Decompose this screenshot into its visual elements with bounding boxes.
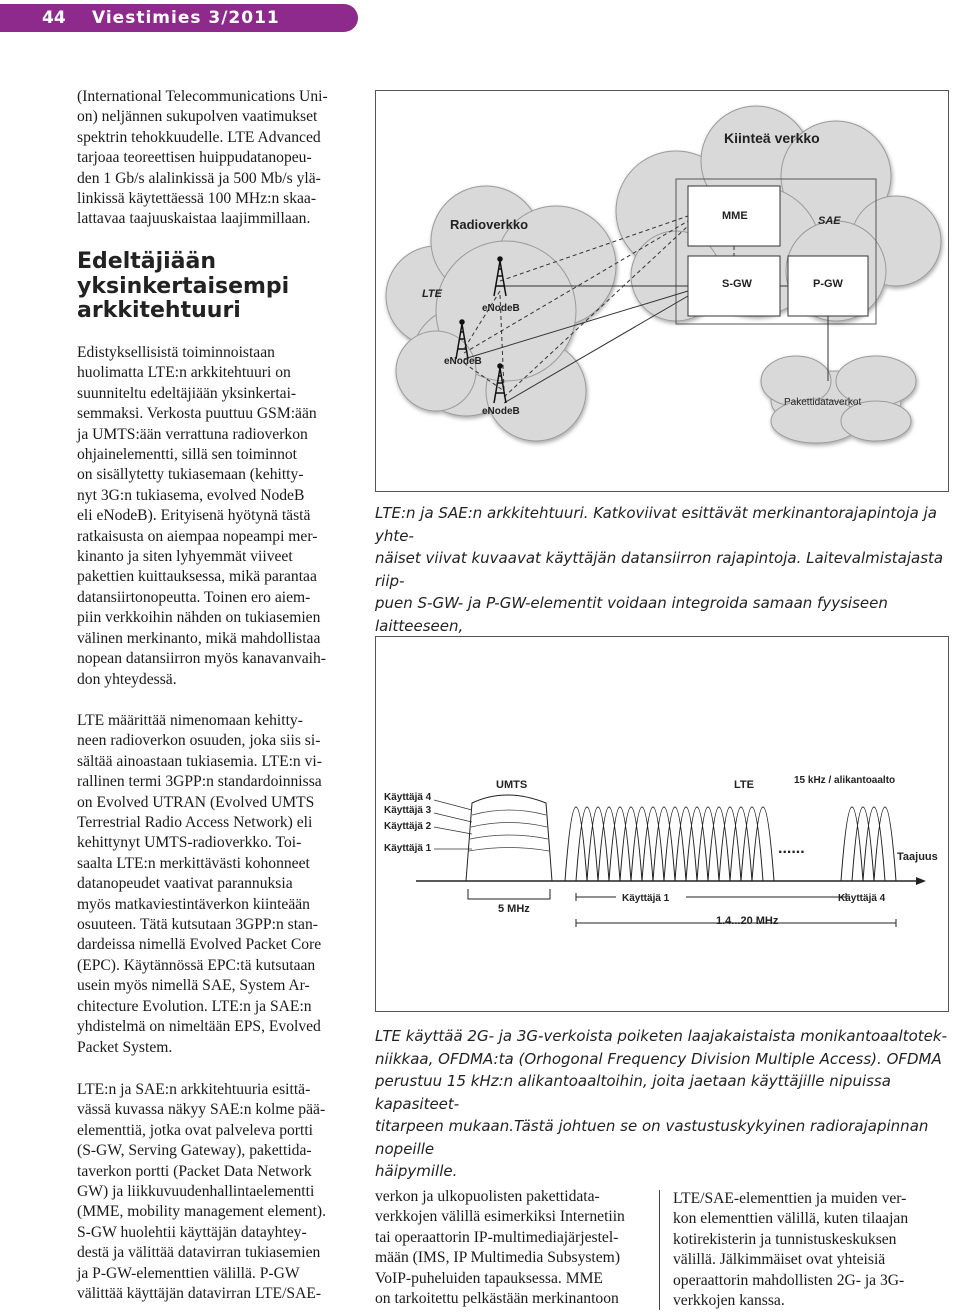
ofdma-diagram xyxy=(376,637,948,1011)
subcarrier xyxy=(863,807,885,881)
more-subcarriers-dots: ...... xyxy=(778,840,805,857)
user-4-bracket-label: Käyttäjä 4 xyxy=(838,893,886,904)
enodeb-label-3: eNodeB xyxy=(482,406,520,417)
architecture-figure xyxy=(375,90,949,492)
publication-title: Viestimies 3/2011 xyxy=(92,8,280,28)
subcarrier-label: 15 kHz / alikantoaalto xyxy=(794,775,896,786)
enodeb-label-1: eNodeB xyxy=(482,303,520,314)
page-number: 44 xyxy=(42,8,66,28)
subcarrier xyxy=(598,807,620,881)
umts-carrier xyxy=(466,795,552,881)
user-3-label: Käyttäjä 3 xyxy=(384,805,432,816)
user-1-bracket-label: Käyttäjä 1 xyxy=(622,893,670,904)
subcarrier xyxy=(620,807,642,881)
umts-label: UMTS xyxy=(496,779,528,791)
user-arrows xyxy=(434,800,472,849)
packet-networks-label: Pakettidataverkot xyxy=(784,397,862,408)
subcarrier xyxy=(874,807,896,881)
user-4-label: Käyttäjä 4 xyxy=(384,792,432,803)
user-2-label: Käyttäjä 2 xyxy=(384,821,432,832)
lte-label: LTE xyxy=(734,779,754,791)
user-1-label: Käyttäjä 1 xyxy=(384,843,432,854)
article-paragraph-3: LTE määrittää nimenomaan kehitty- neen radioverkon osuuden, joka siis si- sältää ainoastaan tukiasemia. LTE:n vi- rallinen termi 3GPP:n standardoinnissa on Evolved UTRAN (Evolved UMTS Terrestrial Radio Access Network) eli kehittynyt UMTS-radioverkko. Toi- saalta LTE:n merkittävästi kohonneet datanopeudet vaativat parannuksia myös matkaviestintäverkon kiinteään osuuteen. Tätä kutsutaan 3GPP:n stan- dardeissa nimellä Evolved Packet Core (EPC). Käytännössä EPC:tä kutsutaan usein myös nimellä SAE, System Ar- chitecture Evolution. LTE:n ja SAE:n yhdistelmä on nimeltään EPS, Evolved Packet System. xyxy=(77,712,322,1056)
umts-layers xyxy=(469,810,549,851)
lte-subcarriers xyxy=(565,807,896,881)
radio-network-label: Radioverkko xyxy=(450,217,529,232)
sgw-label: S-GW xyxy=(722,278,752,290)
subcarrier xyxy=(587,807,609,881)
subcarrier xyxy=(752,807,774,881)
ofdma-figure xyxy=(375,636,949,1012)
architecture-caption: LTE:n ja SAE:n arkkitehtuuri. Katkoviivat esittävät merkinantorajapintoja ja yhte- näiset viivat kuvaavat käyttäjän datansiirron rajapintoja. Laitevalmistajasta riip- puen S-GW- ja P-GW-elementit voidaan integroida samaan fyysiseen laitteeseen, xyxy=(375,504,944,635)
sae-label: SAE xyxy=(818,215,841,227)
subcarrier xyxy=(664,807,686,881)
subcarrier xyxy=(697,807,719,881)
subcarrier xyxy=(653,807,675,881)
bandwidth-brackets xyxy=(468,889,896,927)
ofdma-caption: LTE käyttää 2G- ja 3G-verkoista poiketen laajakaistaista monikantoaaltotek- niikkaa, OFDMA:ta (Orhogonal Frequency Division Multiple Access). OFDMA perustuu 15 kHz:n alikantoaaltoihin, joita jaetaan käyttäjille nipuissa kapasiteet- titarpeen mukaan.Tästä johtuen se on vastustuskykyinen radiorajapinnan nopeille häipymille. xyxy=(375,1027,947,1180)
subcarrier xyxy=(609,807,631,881)
architecture-diagram xyxy=(376,91,948,491)
fixed-network-label: Kiinteä verkko xyxy=(724,130,820,146)
section-heading: Edeltäjiään yksinkertaisempi arkkitehtuuri xyxy=(77,249,290,323)
column-divider xyxy=(659,1190,660,1310)
subcarrier xyxy=(730,807,752,881)
subcarrier xyxy=(686,807,708,881)
pgw-label: P-GW xyxy=(813,278,843,290)
enodeb-label-2: eNodeB xyxy=(444,356,482,367)
article-paragraph-1: (International Telecommunications Uni- on) neljännen sukupolven vaatimukset spektrin tehokkuudelle. LTE Advanced tarjoaa teoreettisen huippudatanopeu- den 1 Gb/s alalinkissä ja 500 Mb/s ylä- linkissä käytettäessä 100 MHz:n skaa- lattavaa taajuuskaistaa laajimmillaan. xyxy=(77,88,328,228)
article-paragraph-5: verkon ja ulkopuolisten pakettidata- verkkojen välillä esimerkiksi Internetiin tai operaattorin IP-multimediajärjestel- mään (IMS, IP Multimedia Subsystem) VoIP-puheluiden tapauksessa. MME on tarkoitettu pelkästään merkinantoon xyxy=(375,1188,625,1308)
article-paragraph-6: LTE/SAE-elementtien ja muiden ver- kon elementtien välillä, kuten tilaajan kotirekisterin ja tunnistuskeskuksen välillä. Jälkimmäiset ovat yhteisiä operaattorin mahdollisten 2G- ja 3G- verkkojen kanssa. xyxy=(673,1190,909,1310)
subcarrier xyxy=(852,807,874,881)
subcarrier xyxy=(565,807,587,881)
subcarrier xyxy=(841,807,863,881)
subcarrier xyxy=(675,807,697,881)
subcarrier xyxy=(642,807,664,881)
lte-bandwidth-label: 1.4...20 MHz xyxy=(716,915,779,927)
subcarrier xyxy=(631,807,653,881)
subcarrier xyxy=(741,807,763,881)
frequency-label: Taajuus xyxy=(897,851,938,863)
article-paragraph-2: Edistyksellisistä toiminnoistaan huolimatta LTE:n arkkitehtuuri on suunniteltu edeltäjiään yksinkertai- semmaksi. Verkosta puuttuu GSM:ään ja UMTS:ään verrattuna radioverkon ohjainelementti, sillä sen toiminnot on sisällytetty tukiasemaan (kehitty- nyt 3G:n tukiasema, evolved NodeB eli eNodeB). Erityisenä hyötynä tästä ratkaisusta on aiempaa nopeampi mer- kinanto ja siten lyhyemmät viiveet pakettien kuittauksessa, mikä parantaa datansiirtonopeutta. Toinen ero aiem- piin verkkoihin nähden on tukiasemien välinen merkinanto, mikä mahdollistaa nopean datansiirron myös kanavanvaih- don yhteydessä. xyxy=(77,344,326,688)
subcarrier xyxy=(576,807,598,881)
subcarrier xyxy=(719,807,741,881)
article-paragraph-4: LTE:n ja SAE:n arkkitehtuuria esittä- vässä kuvassa näkyy SAE:n kolme pää- elementtiä, jotka ovat palveleva portti (S-GW, Serving Gateway), pakettida- taverkon portti (Packet Data Network GW) ja liikkuvuudenhallintaelementti (MME, mobility management element). S-GW huolehtii käyttäjän datayhtey- destä ja välittää datavirran tukiasemien ja P-GW-elementtien välillä. P-GW välittää käyttäjän datavirran LTE/SAE- xyxy=(77,1081,327,1303)
umts-bandwidth-label: 5 MHz xyxy=(498,903,530,915)
page-header-bar xyxy=(0,4,358,32)
lte-label: LTE xyxy=(422,288,442,300)
subcarrier xyxy=(708,807,730,881)
mme-label: MME xyxy=(722,210,748,222)
